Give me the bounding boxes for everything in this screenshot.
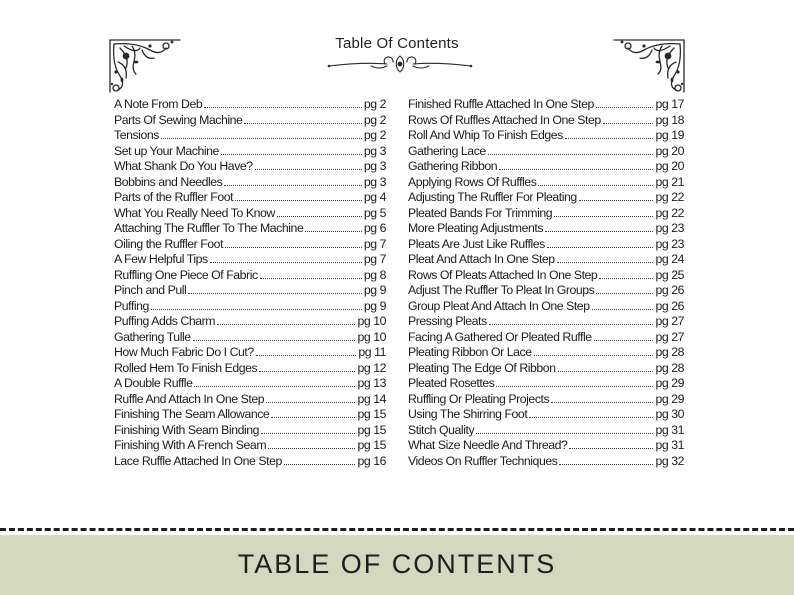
- toc-entry-title: What Size Needle And Thread?: [408, 438, 568, 452]
- toc-entry-title: Applying Rows Of Ruffles: [408, 174, 537, 189]
- toc-entry-page: pg 22: [655, 205, 684, 220]
- toc-entry: [408, 190, 684, 206]
- toc-entry-title: Ruffle And Attach In One Step: [114, 391, 265, 406]
- dot-leader: [579, 190, 654, 201]
- toc-entry-title: Rows Of Ruffles Attached In One Step: [408, 112, 601, 127]
- toc-entry: [408, 268, 684, 284]
- dot-leader: [194, 376, 355, 387]
- dot-leader: [569, 438, 653, 449]
- toc-entry-page: pg 17: [655, 97, 684, 111]
- dot-leader: [557, 252, 654, 263]
- dot-leader: [529, 407, 653, 418]
- toc-entry-title: Pleating Ribbon Or Lace: [408, 345, 532, 359]
- dot-leader: [547, 237, 654, 248]
- toc-entry-page: pg 18: [655, 112, 684, 127]
- dot-leader: [596, 97, 654, 108]
- toc-entry: [114, 299, 386, 315]
- flourish-divider-icon: [327, 52, 473, 74]
- toc-entry-title: A Few Helpful Tips: [114, 252, 208, 266]
- dot-leader: [210, 252, 362, 263]
- toc-entry: [114, 221, 386, 237]
- toc-entry-page: pg 11: [358, 345, 386, 359]
- toc-entry-title: Finishing With Seam Binding: [114, 422, 260, 437]
- toc-entry-title: Gathering Tulle: [114, 329, 191, 344]
- footer-banner: [0, 535, 794, 595]
- toc-entry-title: A Double Ruffle: [114, 376, 193, 390]
- toc-entry-page: pg 23: [655, 236, 684, 251]
- toc-entry: [114, 97, 386, 113]
- toc-entry-page: pg 31: [655, 438, 684, 452]
- dot-leader: [271, 407, 355, 418]
- dot-leader: [204, 97, 362, 108]
- toc-entry-title: Ruffling One Piece Of Fabric: [114, 267, 258, 282]
- toc-entry: [408, 376, 684, 392]
- toc-entry: [114, 190, 386, 206]
- toc-entry: [114, 330, 386, 346]
- dot-leader: [256, 345, 357, 356]
- dot-leader: [592, 299, 654, 310]
- toc-entry-title: Pleated Rosettes: [408, 376, 495, 390]
- toc-entry-page: pg 20: [655, 143, 684, 158]
- toc-entry-page: pg 31: [655, 422, 684, 437]
- toc-entry: [408, 113, 684, 129]
- dashed-divider: [0, 528, 794, 531]
- toc-entry-title: Oiling the Ruffler Foot: [114, 236, 224, 251]
- toc-entry-title: Finished Ruffle Attached In One Step: [408, 97, 594, 111]
- dot-leader: [277, 206, 362, 217]
- toc-entry-title: How Much Fabric Do I Cut?: [114, 345, 254, 359]
- dot-leader: [259, 361, 355, 372]
- dot-leader: [489, 314, 654, 325]
- toc-entry-title: Finishing The Seam Allowance: [114, 407, 270, 421]
- toc-entry-page: pg 9: [363, 283, 386, 297]
- toc-entry-page: pg 5: [363, 205, 386, 220]
- toc-entry-title: Pleat And Attach In One Step: [408, 252, 555, 266]
- toc-entry-page: pg 3: [363, 159, 386, 173]
- dot-leader: [599, 268, 653, 279]
- dot-leader: [565, 128, 654, 139]
- footer-title: TABLE OF CONTENTS: [237, 549, 557, 579]
- toc-entry-page: pg 28: [655, 345, 684, 359]
- dot-leader: [538, 175, 653, 186]
- toc-entry: [114, 144, 386, 160]
- toc-entry: [114, 206, 386, 222]
- toc-entry-page: pg 32: [655, 453, 684, 468]
- toc-entry: [114, 283, 386, 299]
- toc-entry-page: pg 29: [655, 376, 684, 390]
- toc-entry-title: Bobbins and Needles: [114, 174, 223, 189]
- toc-entry: [408, 345, 684, 361]
- dot-leader: [188, 283, 362, 294]
- toc-entry-title: Tensions: [114, 128, 159, 142]
- dot-leader: [594, 330, 654, 341]
- toc-entry: [114, 113, 386, 129]
- toc-entry: [408, 221, 684, 237]
- dot-leader: [268, 438, 355, 449]
- toc-entry-title: Group Pleat And Attach In One Step: [408, 298, 590, 313]
- dot-leader: [551, 392, 653, 403]
- dot-leader: [488, 144, 654, 155]
- toc-entry: [114, 407, 386, 423]
- toc-entry: [114, 345, 386, 361]
- toc-entry-page: pg 22: [655, 190, 684, 204]
- toc-entry-title: What You Really Need To Know: [114, 205, 275, 220]
- dot-leader: [217, 314, 355, 325]
- dot-leader: [554, 206, 653, 217]
- toc-entry-title: Puffing: [114, 298, 149, 313]
- dot-leader: [235, 190, 362, 201]
- toc-entry-title: Set up Your Machine: [114, 143, 219, 158]
- toc-entry-title: Rolled Hem To Finish Edges: [114, 360, 258, 375]
- toc-entry-page: pg 7: [363, 252, 386, 266]
- toc-entry-title: Videos On Ruffler Techniques: [408, 453, 558, 468]
- toc-entry-page: pg 26: [655, 298, 684, 313]
- toc-entry: [408, 392, 684, 408]
- toc-entry-title: More Pleating Adjustments: [408, 221, 544, 235]
- toc-entry-page: pg 2: [363, 112, 386, 127]
- toc-entry-page: pg 20: [655, 159, 684, 173]
- toc-entry-title: Pleated Bands For Trimming: [408, 205, 553, 220]
- toc-entry-page: pg 6: [363, 221, 386, 235]
- toc-entry: [408, 314, 684, 330]
- dot-leader: [476, 423, 653, 434]
- toc-entry: [114, 376, 386, 392]
- toc-entry-page: pg 8: [363, 267, 386, 282]
- toc-entry: [408, 361, 684, 377]
- toc-entry-page: pg 16: [357, 453, 386, 468]
- toc-entry-title: What Shank Do You Have?: [114, 159, 253, 173]
- toc-entry-page: pg 14: [357, 391, 386, 406]
- toc-entry-title: Gathering Lace: [408, 143, 486, 158]
- toc-entry-page: pg 2: [363, 128, 386, 142]
- dot-leader: [284, 454, 356, 465]
- toc-entry-title: Pleats Are Just Like Ruffles: [408, 236, 545, 251]
- toc-entry: [408, 283, 684, 299]
- toc-entry: [114, 268, 386, 284]
- toc-entry-page: pg 15: [357, 407, 386, 421]
- toc-entry-page: pg 2: [363, 97, 386, 111]
- toc-entry-page: pg 27: [655, 314, 684, 328]
- toc-entry-title: Pressing Pleats: [408, 314, 487, 328]
- toc-entry: [114, 361, 386, 377]
- toc-entry-title: Finishing With A French Seam: [114, 438, 267, 452]
- dot-leader: [151, 299, 362, 310]
- toc-entry: [408, 97, 684, 113]
- toc-entry: [114, 237, 386, 253]
- toc-entry: [114, 252, 386, 268]
- dot-leader: [499, 159, 653, 170]
- dot-leader: [225, 237, 362, 248]
- dot-leader: [305, 221, 362, 232]
- toc-entry-page: pg 12: [357, 360, 386, 375]
- toc-entry-page: pg 24: [655, 252, 684, 266]
- toc-entry-page: pg 25: [655, 267, 684, 282]
- toc-entry-title: Lace Ruffle Attached In One Step: [114, 453, 282, 468]
- toc-entry: [408, 237, 684, 253]
- dot-leader: [558, 361, 654, 372]
- toc-entry-page: pg 15: [357, 438, 386, 452]
- dot-leader: [534, 345, 654, 356]
- dot-leader: [260, 268, 362, 279]
- toc-entry-title: A Note From Deb: [114, 97, 203, 111]
- toc-entry-page: pg 19: [655, 128, 684, 142]
- toc-entry: [114, 454, 386, 470]
- toc-entry: [114, 175, 386, 191]
- dot-leader: [266, 392, 355, 403]
- toc-entry-title: Pleating The Edge Of Ribbon: [408, 360, 556, 375]
- dot-leader: [193, 330, 356, 341]
- dot-leader: [161, 128, 362, 139]
- toc-entry: [408, 330, 684, 346]
- toc-entry-page: pg 21: [655, 174, 684, 189]
- dot-leader: [255, 159, 362, 170]
- dot-leader: [244, 113, 361, 124]
- toc-entry: [408, 128, 684, 144]
- toc-entry-page: pg 10: [357, 329, 386, 344]
- dot-leader: [559, 454, 653, 465]
- toc-entry-page: pg 13: [357, 376, 386, 390]
- toc-entry-page: pg 4: [363, 190, 386, 204]
- dot-leader: [261, 423, 355, 434]
- dot-leader: [224, 175, 362, 186]
- toc-entry-page: pg 27: [655, 329, 684, 344]
- toc-entry-title: Ruffling Or Pleating Projects: [408, 391, 550, 406]
- toc-entry-page: pg 30: [655, 407, 684, 421]
- toc-entry-title: Using The Shirring Foot: [408, 407, 528, 421]
- dot-leader: [596, 283, 653, 294]
- toc-entry: [408, 175, 684, 191]
- toc-entry: [408, 438, 684, 454]
- toc-left-column: [114, 97, 386, 469]
- toc-entry: [408, 144, 684, 160]
- toc-entry-title: Roll And Whip To Finish Edges: [408, 128, 563, 142]
- toc-entry: [408, 159, 684, 175]
- toc-entry: [114, 423, 386, 439]
- toc-entry: [114, 128, 386, 144]
- toc-entry-title: Adjust The Ruffler To Pleat In Groups: [408, 283, 595, 297]
- toc-entry-page: pg 7: [363, 236, 386, 251]
- toc-entry-title: Puffing Adds Charm: [114, 314, 216, 328]
- toc-entry: [408, 299, 684, 315]
- toc-entry-title: Adjusting The Ruffler For Pleating: [408, 190, 577, 204]
- toc-entry-page: pg 10: [357, 314, 386, 328]
- toc-entry-title: Gathering Ribbon: [408, 159, 498, 173]
- toc-entry-title: Facing A Gathered Or Pleated Ruffle: [408, 329, 592, 344]
- dot-leader: [545, 221, 653, 232]
- toc-entry: [408, 423, 684, 439]
- dot-leader: [221, 144, 362, 155]
- toc-entry-page: pg 23: [655, 221, 684, 235]
- toc-entry: [114, 392, 386, 408]
- dot-leader: [496, 376, 653, 387]
- toc-right-column: [408, 97, 684, 469]
- toc-entry-page: pg 9: [363, 298, 386, 313]
- toc-entry-title: Attaching The Ruffler To The Machine: [114, 221, 304, 235]
- toc-entry-page: pg 28: [655, 360, 684, 375]
- toc-entry: [114, 438, 386, 454]
- toc-entry: [408, 206, 684, 222]
- toc-entry-page: pg 29: [655, 391, 684, 406]
- toc-entry-page: pg 26: [655, 283, 684, 297]
- toc-entry-title: Parts Of Sewing Machine: [114, 112, 243, 127]
- toc-entry: [408, 454, 684, 470]
- toc-entry-title: Pinch and Pull: [114, 283, 187, 297]
- toc-entry: [408, 407, 684, 423]
- toc-entry-title: Rows Of Pleats Attached In One Step: [408, 267, 598, 282]
- document-title: Table Of Contents: [335, 35, 459, 52]
- toc-entry-page: pg 15: [357, 422, 386, 437]
- toc-entry: [114, 159, 386, 175]
- toc-entry: [114, 314, 386, 330]
- toc-entry-title: Stitch Quality: [408, 422, 475, 437]
- toc-entry-page: pg 3: [363, 143, 386, 158]
- toc-entry: [408, 252, 684, 268]
- toc-entry-title: Parts of the Ruffler Foot: [114, 190, 234, 204]
- dot-leader: [603, 113, 654, 124]
- toc-entry-page: pg 3: [363, 174, 386, 189]
